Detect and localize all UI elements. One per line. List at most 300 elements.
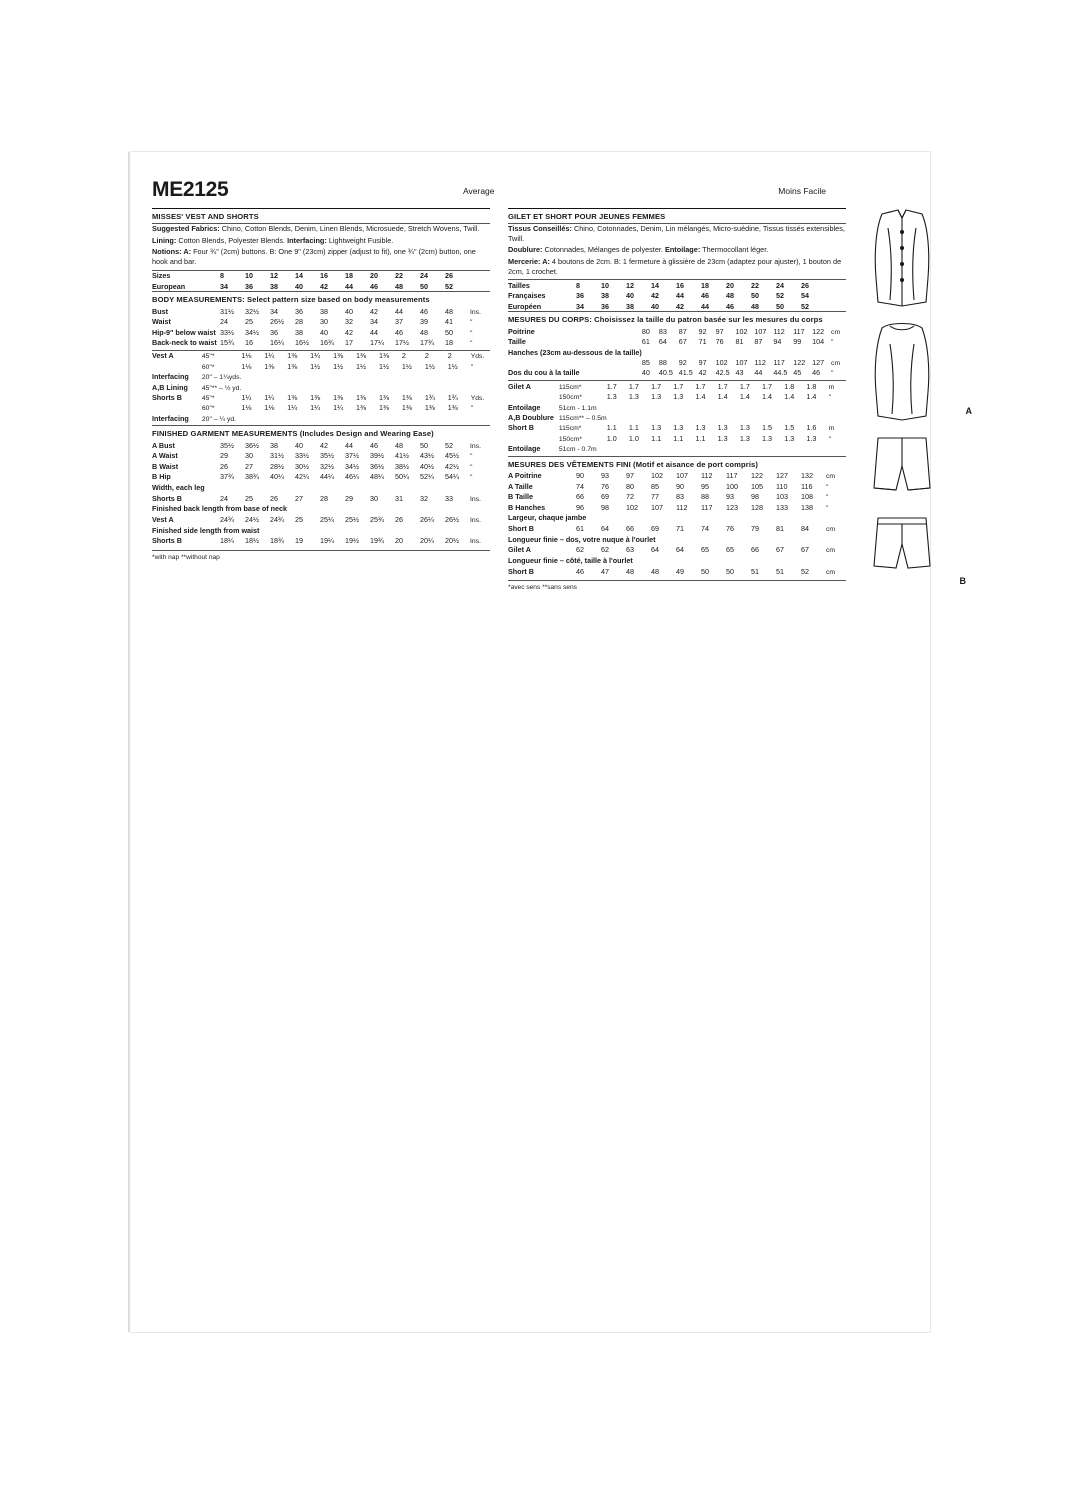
right-backlen-table <box>508 545 846 555</box>
row-label: Gilet A <box>508 381 531 391</box>
left-body-title: BODY MEASUREMENTS: Select pattern size based on body measurements <box>152 295 430 305</box>
cell: 32 <box>420 493 428 503</box>
cell: 44.5 <box>773 368 788 378</box>
cell: 24 <box>776 280 784 290</box>
cell: 36 <box>295 306 303 316</box>
cell: 52 <box>445 281 453 291</box>
row-label: Shorts B <box>152 392 182 402</box>
row-unit: Ins. <box>470 495 481 503</box>
table-row <box>508 301 846 311</box>
cell: 48 <box>751 301 759 311</box>
cell: 122 <box>812 326 825 336</box>
cell: 1.3 <box>717 433 728 443</box>
cell: 2 <box>401 351 406 361</box>
cell: 1⅜ <box>356 351 367 361</box>
table-row <box>508 471 846 481</box>
right-width-table <box>508 523 846 533</box>
cell: 16 <box>320 271 328 281</box>
cell: 66 <box>751 545 759 555</box>
right-yardage-table <box>508 381 846 454</box>
cell <box>718 402 740 412</box>
left-backlen-label: Finished back length from base of neck <box>152 504 287 514</box>
left-sidelen-label: Finished side length from waist <box>152 525 260 535</box>
cell: 1.0 <box>606 433 617 443</box>
cell: 95 <box>701 481 709 491</box>
row-unit: " <box>470 453 473 461</box>
cell: 38¾ <box>245 472 259 482</box>
cell: 40.5 <box>658 368 673 378</box>
cell: 17¼ <box>370 338 384 348</box>
right-lining: Doublure: Cotonnades, Mélanges de polyester. Entoilage: Thermocollant léger. <box>508 245 769 255</box>
left-notions: Notions: A: Four ¾" (2cm) buttons. B: One 9" (23cm) zipper (adjust to fit), one ¾" (2cm) button, one hook and bar. <box>152 247 476 266</box>
cell: 127 <box>812 358 825 368</box>
cell: 20¼ <box>420 536 434 546</box>
cell: 48 <box>726 291 734 301</box>
cell: 69 <box>651 523 659 533</box>
cell: 67 <box>678 337 687 347</box>
right-finished-table <box>508 471 846 513</box>
row-label: European <box>152 281 186 291</box>
cell <box>784 402 806 412</box>
cell: 32½ <box>320 461 334 471</box>
cell: 102 <box>651 471 663 481</box>
cell: 52 <box>776 291 784 301</box>
cell: 25¾ <box>370 514 384 524</box>
cell: 26½ <box>270 317 284 327</box>
cell: 20 <box>726 280 734 290</box>
cell: 87 <box>754 337 763 347</box>
table-row <box>152 372 490 382</box>
cell: 1½ <box>356 361 367 371</box>
row-label <box>508 433 559 443</box>
cell: 46 <box>576 566 584 576</box>
right-footnote: *avec sens **sans sens <box>508 584 577 592</box>
cell <box>642 347 659 357</box>
row-unit: cm <box>826 568 836 576</box>
cell: 88 <box>701 492 709 502</box>
cell: 1.7 <box>628 381 639 391</box>
cell: 32½ <box>245 306 259 316</box>
row-label: Européen <box>508 301 542 311</box>
table-row <box>152 281 490 291</box>
row-label: Dos du cou à la taille <box>508 368 580 378</box>
cell <box>607 402 629 412</box>
row-label: Vest A <box>152 351 174 361</box>
cell <box>793 347 812 357</box>
cell <box>333 372 356 382</box>
cell: 26 <box>801 280 809 290</box>
table-row <box>152 514 490 524</box>
cell: 64 <box>651 545 659 555</box>
cell: 61 <box>641 337 650 347</box>
cell: 61 <box>576 523 584 533</box>
cell: 1.3 <box>695 423 706 433</box>
table-row <box>152 461 490 471</box>
row-unit: " <box>470 405 474 413</box>
row-sublabel: 51cm - 0.7m <box>558 446 597 454</box>
cell: 1.3 <box>739 423 750 433</box>
cell: 1¼ <box>333 403 344 413</box>
row-unit: Yds. <box>470 394 485 402</box>
cell <box>607 443 629 453</box>
cell: 18 <box>345 271 353 281</box>
cell: 85 <box>641 358 650 368</box>
shorts-back-illustration <box>852 510 966 586</box>
cell: 47 <box>601 566 609 576</box>
row-unit: " <box>470 463 473 471</box>
cell <box>679 347 699 357</box>
cell: 93 <box>601 471 609 481</box>
cell: 2 <box>447 351 452 361</box>
cell: 1.3 <box>806 433 817 443</box>
cell: 76 <box>715 337 724 347</box>
cell: 52 <box>801 566 809 576</box>
cell <box>651 443 673 453</box>
cell: 83 <box>676 492 684 502</box>
row-unit: " <box>831 339 834 347</box>
cell: 1.7 <box>739 381 750 391</box>
cell <box>356 382 379 392</box>
table-row <box>508 443 846 453</box>
cell: 38 <box>295 327 303 337</box>
row-unit: cm <box>826 547 836 555</box>
cell: 48 <box>395 441 403 451</box>
cell <box>699 347 716 357</box>
cell: 16¼ <box>270 338 284 348</box>
cell: 50 <box>776 301 784 311</box>
table-row <box>508 402 846 412</box>
cell: 35½ <box>220 441 234 451</box>
cell: 54 <box>801 291 809 301</box>
cell: 74 <box>701 523 709 533</box>
row-label: Interfacing <box>152 413 189 423</box>
garment-illustrations <box>852 206 972 590</box>
cell: 110 <box>776 481 788 491</box>
cell: 48 <box>395 281 403 291</box>
cell: 36½ <box>370 461 384 471</box>
cell: 133 <box>776 502 788 512</box>
left-width-table <box>152 493 490 503</box>
cell: 42.5 <box>715 368 730 378</box>
row-label: A Poitrine <box>508 471 542 481</box>
row-label: Shorts B <box>152 536 182 546</box>
cell: 72 <box>626 492 634 502</box>
cell: 42 <box>651 291 659 301</box>
row-label: Back-neck to waist <box>152 338 217 348</box>
cell: 24 <box>220 493 228 503</box>
row-unit: " <box>470 329 473 337</box>
cell: 1⅜ <box>447 403 458 413</box>
cell: 44 <box>345 281 353 291</box>
cell: 1.7 <box>651 381 662 391</box>
cell: 105 <box>751 481 763 491</box>
cell <box>264 382 287 392</box>
cell: 37½ <box>345 451 359 461</box>
table-row <box>508 423 846 433</box>
cell: 90 <box>576 471 584 481</box>
cell: 1⅜ <box>378 351 389 361</box>
cell: 80 <box>626 481 634 491</box>
cell: 48 <box>651 566 659 576</box>
cell: 64 <box>658 337 667 347</box>
row-label: Sizes <box>152 271 171 281</box>
row-sublabel: 60"* <box>201 405 215 413</box>
cell: 1.5 <box>784 423 795 433</box>
cell: 1½ <box>378 361 389 371</box>
cell: 51 <box>776 566 784 576</box>
cell: 8 <box>220 271 224 281</box>
table-row <box>152 451 490 461</box>
cell <box>718 412 740 422</box>
cell: 18 <box>445 338 453 348</box>
cell: 49 <box>676 566 684 576</box>
cell: 102 <box>715 358 728 368</box>
cell: 65 <box>726 545 734 555</box>
cell: 1.4 <box>762 392 773 402</box>
cell: 93 <box>726 492 734 502</box>
cell: 19¾ <box>370 536 384 546</box>
cell: 92 <box>698 326 707 336</box>
cell: 46 <box>701 291 709 301</box>
table-row <box>152 413 490 423</box>
cell: 62 <box>576 545 584 555</box>
cell: 26¼ <box>420 514 434 524</box>
cell <box>379 413 402 423</box>
cell: 1.4 <box>784 392 795 402</box>
row-label <box>152 403 202 413</box>
cell: 1⅜ <box>378 403 389 413</box>
cell: 1.8 <box>806 381 817 391</box>
row-unit <box>826 301 846 311</box>
row-unit: cm <box>826 525 836 533</box>
cell: 44 <box>754 368 763 378</box>
cell: 32 <box>345 317 353 327</box>
cell: 99 <box>793 337 802 347</box>
row-unit: " <box>826 483 829 491</box>
cell: 64 <box>601 523 609 533</box>
cell: 117 <box>726 471 738 481</box>
cell: 1⅜ <box>401 392 412 402</box>
cell: 112 <box>754 358 766 368</box>
cell: 1¾ <box>447 392 458 402</box>
row-label: Françaises <box>508 291 546 301</box>
cell: 1.1 <box>695 433 706 443</box>
cell: 48 <box>626 566 634 576</box>
cell: 79 <box>751 523 759 533</box>
cell: 10 <box>601 280 609 290</box>
cell: 17¾ <box>420 338 434 348</box>
table-row <box>508 357 846 367</box>
cell: 1⅜ <box>356 392 367 402</box>
cell: 122 <box>751 471 763 481</box>
cell: 1½ <box>310 361 321 371</box>
cell: 34 <box>370 317 378 327</box>
cell: 107 <box>676 471 688 481</box>
cell: 96 <box>576 502 584 512</box>
cell: 40 <box>345 306 353 316</box>
cell: 1¼ <box>310 403 321 413</box>
cell: 39½ <box>370 451 384 461</box>
cell: 1.1 <box>606 423 617 433</box>
cell: 1½ <box>424 361 435 371</box>
cell: 1¼ <box>287 403 298 413</box>
cell: 14 <box>651 280 659 290</box>
cell: 42½ <box>445 461 459 471</box>
cell: 54¼ <box>445 472 459 482</box>
cell: 25½ <box>345 514 359 524</box>
cell: 44 <box>395 306 403 316</box>
right-notions: Mercerie: A: 4 boutons de 2cm. B: 1 fermeture à glissière de 23cm (adaptez pour ajuster), 1 bouton de 2cm, 1 crochet. <box>508 256 842 276</box>
cell <box>448 382 471 392</box>
table-row <box>508 337 846 347</box>
right-title: GILET ET SHORT POUR JEUNES FEMMES <box>508 212 666 221</box>
cell: 66 <box>576 492 584 502</box>
right-finished-title: MESURES DES VÊTEMENTS FINI (Motif et aisance de port compris) <box>508 459 758 469</box>
cell <box>425 372 448 382</box>
cell: 1.5 <box>762 423 773 433</box>
cell <box>773 347 793 357</box>
cell: 25 <box>295 514 303 524</box>
english-panel <box>152 208 490 561</box>
row-label: B Hip <box>152 472 171 482</box>
cell: 34 <box>576 301 584 311</box>
cell <box>402 382 425 392</box>
header <box>152 178 908 208</box>
cell <box>379 382 402 392</box>
cell <box>402 413 425 423</box>
row-sublabel: 115cm* <box>558 425 582 433</box>
table-row <box>152 382 490 392</box>
row-sublabel: 51cm - 1.1m <box>558 404 597 412</box>
cell: 22 <box>395 271 403 281</box>
cell: 36 <box>576 291 584 301</box>
row-unit: " <box>826 494 829 502</box>
table-row <box>152 392 490 402</box>
cell <box>287 413 310 423</box>
cell <box>651 402 673 412</box>
cell: 19 <box>295 536 303 546</box>
cell: 17½ <box>395 338 409 348</box>
cell: 92 <box>678 358 687 368</box>
row-label: Short B <box>508 566 534 576</box>
right-fabrics: Tissus Conseillés: Chino, Cotonnades, Denim, Lin mélangés, Micro-suédine, Tissus tissés extensibles, Twill. <box>508 224 845 243</box>
cell: 41.5 <box>678 368 693 378</box>
cell: 26 <box>220 461 228 471</box>
cell <box>448 372 471 382</box>
cell: 40 <box>320 327 328 337</box>
row-unit: m <box>828 383 835 391</box>
cell: 20 <box>395 536 403 546</box>
cell: 24¾ <box>270 514 284 524</box>
cell: 1⅛ <box>241 351 252 361</box>
cell: 128 <box>751 502 763 512</box>
cell: 1⅜ <box>287 392 298 402</box>
cell: 41 <box>445 317 453 327</box>
cell: 90 <box>676 481 684 491</box>
cell: 1.4 <box>806 392 817 402</box>
cell: 116 <box>801 481 813 491</box>
right-sidelen-label: Longueur finie – côté, taille à l'ourlet <box>508 556 633 565</box>
cell: 30 <box>370 493 378 503</box>
right-body-table <box>508 326 846 378</box>
row-unit <box>470 271 490 281</box>
table-row <box>508 381 846 391</box>
table-row <box>508 492 846 502</box>
row-label: B Taille <box>508 492 534 502</box>
row-label: B Waist <box>152 461 179 471</box>
row-label: A,B Doublure <box>508 412 554 422</box>
cell: 1.3 <box>784 433 795 443</box>
cell: 46 <box>370 441 378 451</box>
row-unit <box>829 412 846 422</box>
row-unit: " <box>470 319 473 327</box>
row-sublabel: 45"* <box>201 394 215 402</box>
row-unit <box>831 347 846 357</box>
cell <box>333 382 356 392</box>
cell: 1⅜ <box>333 392 344 402</box>
row-unit: Yds. <box>470 353 485 361</box>
french-panel <box>508 208 846 591</box>
cell <box>812 347 831 357</box>
cell: 107 <box>735 358 748 368</box>
row-unit: " <box>470 340 473 348</box>
left-lining: Lining: Cotton Blends, Polyester Blends. Interfacing: Lightweight Fusible. <box>152 235 394 245</box>
row-label <box>508 357 642 367</box>
cell: 24¾ <box>220 514 234 524</box>
cell: 30½ <box>295 461 309 471</box>
cell: 39 <box>420 317 428 327</box>
table-row <box>152 351 490 361</box>
cell: 16¾ <box>320 338 334 348</box>
cell: 50 <box>751 291 759 301</box>
cell: 1⅜ <box>287 361 298 371</box>
cell: 40 <box>626 291 634 301</box>
row-sublabel: 20" – ¼ yd. <box>201 415 237 423</box>
cell: 16 <box>676 280 684 290</box>
cell: 36 <box>245 281 253 291</box>
cell <box>264 372 287 382</box>
cell <box>806 412 828 422</box>
cell: 34½ <box>245 327 259 337</box>
vest-back-illustration <box>852 320 972 424</box>
cell: 112 <box>676 502 688 512</box>
cell <box>740 412 762 422</box>
pattern-envelope-back <box>130 152 972 1332</box>
cell <box>425 413 448 423</box>
cell: 94 <box>773 337 782 347</box>
cell: 40 <box>641 368 650 378</box>
cell: 1.7 <box>606 381 617 391</box>
table-row <box>152 403 490 413</box>
cell: 1⅜ <box>378 392 389 402</box>
row-unit <box>826 291 846 301</box>
cell: 1½ <box>333 361 344 371</box>
cell <box>762 402 784 412</box>
row-unit: " <box>828 394 832 402</box>
row-label: Poitrine <box>508 326 535 336</box>
cell: 1.1 <box>628 423 639 433</box>
cell: 102 <box>735 326 748 336</box>
cell: 122 <box>793 358 806 368</box>
row-label: Taille <box>508 337 526 347</box>
cell: 62 <box>601 545 609 555</box>
table-row <box>152 493 490 503</box>
right-backlen-label: Longueur finie – dos, votre nuque à l'ourlet <box>508 534 656 544</box>
cell <box>402 372 425 382</box>
row-sublabel: 60"* <box>201 363 215 371</box>
table-row <box>508 280 846 290</box>
cell: 88 <box>658 358 667 368</box>
